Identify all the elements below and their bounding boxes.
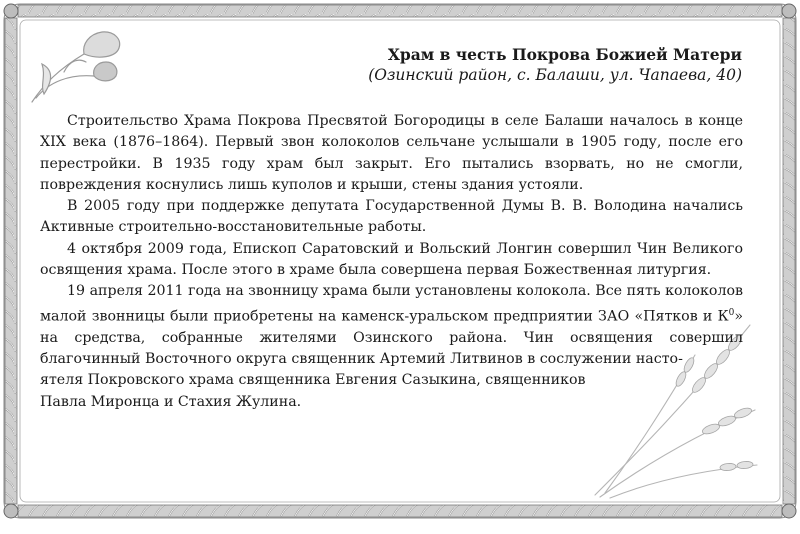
paragraph-1: Строительство Храма Покрова Пресвятой Богородицы в селе Балаши началось в конце XIX века (1876–1864). Первый звон колоколов сельчане услышали в 1905 году, после его перестройки. В 1935 году храм был закрыт. Его пытались взорвать, но не смогли, повреждения коснулись лишь куполов и крыши, стены здания устояли. [40, 113, 743, 193]
tail-line-2: Павла Миронца и Стахия Жулина. [40, 393, 302, 410]
paragraph-4 [40, 281, 743, 370]
page-title: Храм в честь Покрова Божией Матери [387, 45, 742, 64]
paragraph-3: 4 октября 2009 года, Епископ Саратовский и Вольский Лонгин совершил Чин Великого освящения храма. После этого в храме была совершена первая Божественная литургия. [40, 240, 743, 279]
paragraph-4-continuation: на средства, собранные жителями Озинского района. Чин освящения совершил благочинный Восточного округа священник Артемий Литвинов в сослужении насто- [40, 329, 743, 367]
tail-line-1: ятеля Покровского храма священника Евгения Сазыкина, священников [40, 372, 586, 389]
tulip-sketch-decoration [24, 24, 134, 104]
header-block [368, 44, 742, 86]
closing-quote: » [734, 308, 743, 325]
page-subtitle-address: (Озинский район, с. Балаши, ул. Чапаева, 40) [368, 66, 742, 84]
article-body [40, 111, 743, 413]
superscript-zero: 0 [728, 307, 735, 318]
paragraph-4-text: 19 апреля 2011 года на звонницу храма были установлены колокола. Все пять колоколов малой звонницы были приобретены на каменск-уральском предприятии ЗАО «Пятков и К [40, 283, 743, 325]
paragraph-2: В 2005 году при поддержке депутата Государственной Думы В. В. Володина начались Активные строительно-восстановительные работы. [40, 198, 743, 236]
paragraph-tail [40, 370, 743, 413]
